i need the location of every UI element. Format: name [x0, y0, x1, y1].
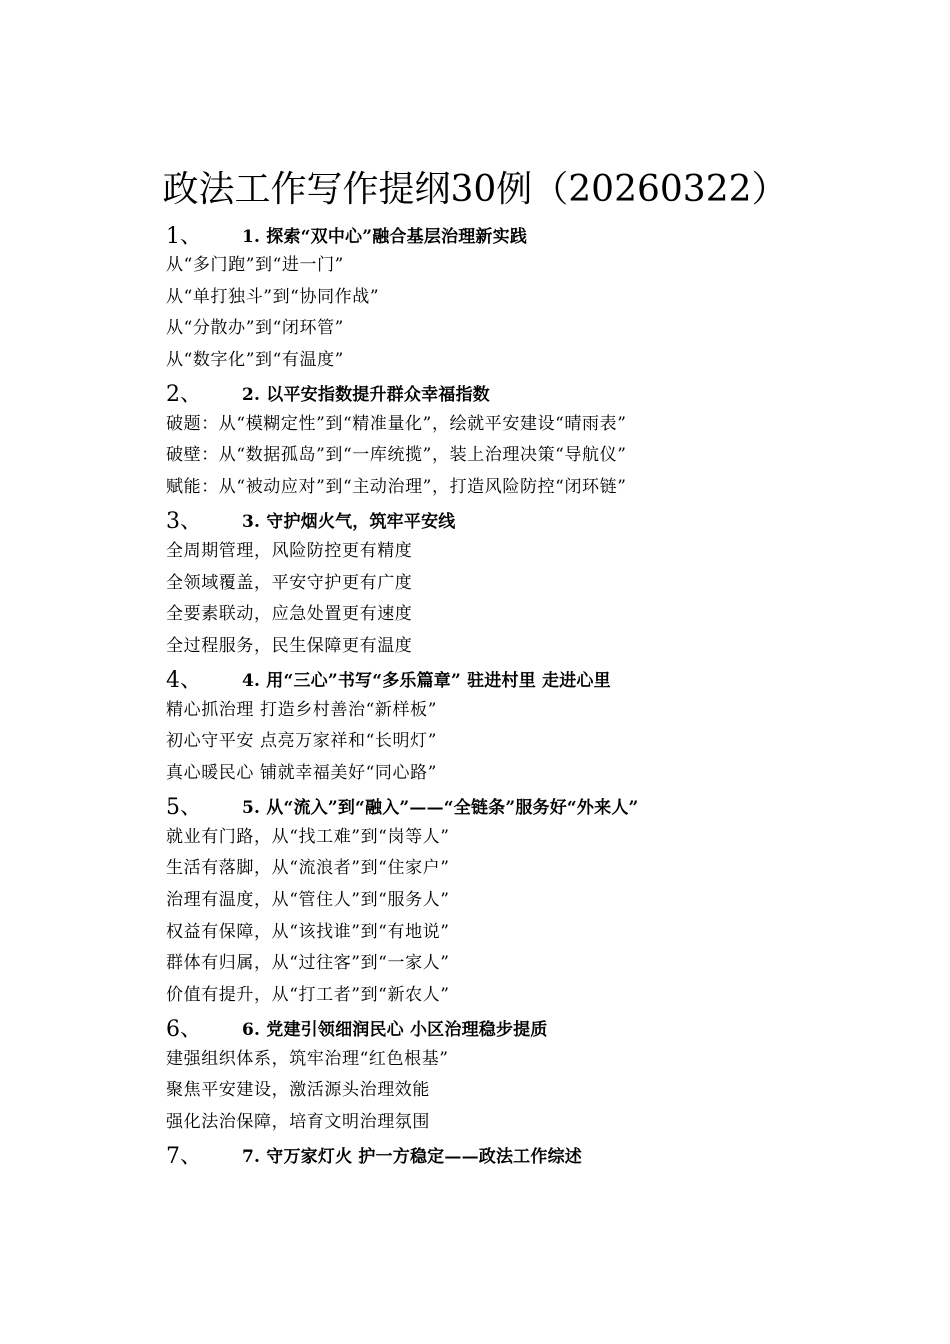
outline-line: 从“单打独斗”到“协同作战”: [166, 286, 380, 307]
outline-line: 破壁：从“数据孤岛”到“一库统揽”，装上治理决策“导航仪”: [166, 445, 627, 466]
section-number: 4、: [166, 668, 202, 694]
section-title: 7. 守万家灯火 护一方稳定——政法工作综述: [242, 1147, 582, 1168]
section-number: 3、: [166, 509, 202, 535]
outline-line: 赋能：从“被动应对”到“主动治理”，打造风险防控“闭环链”: [166, 477, 627, 498]
outline-line: 治理有温度，从“管住人”到“服务人”: [166, 890, 450, 910]
section-title: 4. 用“三心”书写“多乐篇章” 驻进村里 走进心里: [242, 671, 611, 692]
outline-line: 全周期管理，风险防控更有精度: [166, 540, 413, 561]
section-number: 1、: [166, 223, 202, 249]
outline-line: 真心暖民心 铺就幸福美好“同心路”: [166, 762, 437, 783]
outline-line: 全要素联动，应急处置更有速度: [166, 604, 413, 625]
section-title: 2. 以平安指数提升群众幸福指数: [242, 385, 490, 406]
section-heading: [166, 218, 886, 250]
section-number: 2、: [166, 382, 202, 408]
outline-line: 强化法治保障，培育文明治理氛围: [166, 1112, 430, 1133]
outline-line: 群体有归属，从“过往客”到“一家人”: [166, 953, 450, 974]
outline-line: 生活有落脚，从“流浪者”到“住家户”: [166, 858, 450, 879]
section-number: 5、: [166, 795, 202, 821]
outline-line: 聚焦平安建设，激活源头治理效能: [166, 1080, 430, 1101]
outline-line: 初心守平安 点亮万家祥和“长明灯”: [166, 731, 437, 752]
section-title: 5. 从“流入”到“融入”——“全链条”服务好“外来人”: [242, 798, 639, 819]
outline-line: 全领域覆盖，平安守护更有广度: [166, 572, 413, 593]
section-heading: [166, 377, 886, 409]
outline-line: 从“分散办”到“闭环管”: [166, 318, 344, 339]
section-title: 3. 守护烟火气，筑牢平安线: [242, 512, 456, 533]
section-title: 1. 探索“双中心”融合基层治理新实践: [242, 226, 528, 247]
outline-line: 从“多门跑”到“进一门”: [166, 255, 344, 275]
section-heading: [166, 790, 886, 822]
outline-line: 破题：从“模糊定性”到“精准量化”，绘就平安建设“晴雨表”: [166, 413, 627, 434]
outline-list: [166, 218, 886, 1171]
section-title: 6. 党建引领细润民心 小区治理稳步提质: [242, 1020, 548, 1041]
section-heading: [166, 504, 886, 536]
outline-line: 精心抓治理 打造乡村善治“新样板”: [166, 699, 437, 720]
section-heading: [166, 1012, 886, 1044]
outline-line: 价值有提升，从“打工者”到“新农人”: [166, 985, 450, 1006]
section-heading: [166, 1139, 886, 1171]
outline-line: 就业有门路，从“找工难”到“岗等人”: [166, 826, 450, 847]
outline-line: 建强组织体系，筑牢治理“红色根基”: [166, 1048, 449, 1069]
section-heading: [166, 663, 886, 695]
outline-line: 全过程服务，民生保障更有温度: [166, 635, 413, 656]
section-number: 6、: [166, 1017, 202, 1043]
document-title: 政法工作写作提纲30例（20260322）: [162, 169, 788, 210]
section-number: 7、: [166, 1144, 202, 1170]
outline-line: 从“数字化”到“有温度”: [166, 350, 344, 371]
outline-line: 权益有保障，从“该找谁”到“有地说”: [166, 921, 450, 942]
